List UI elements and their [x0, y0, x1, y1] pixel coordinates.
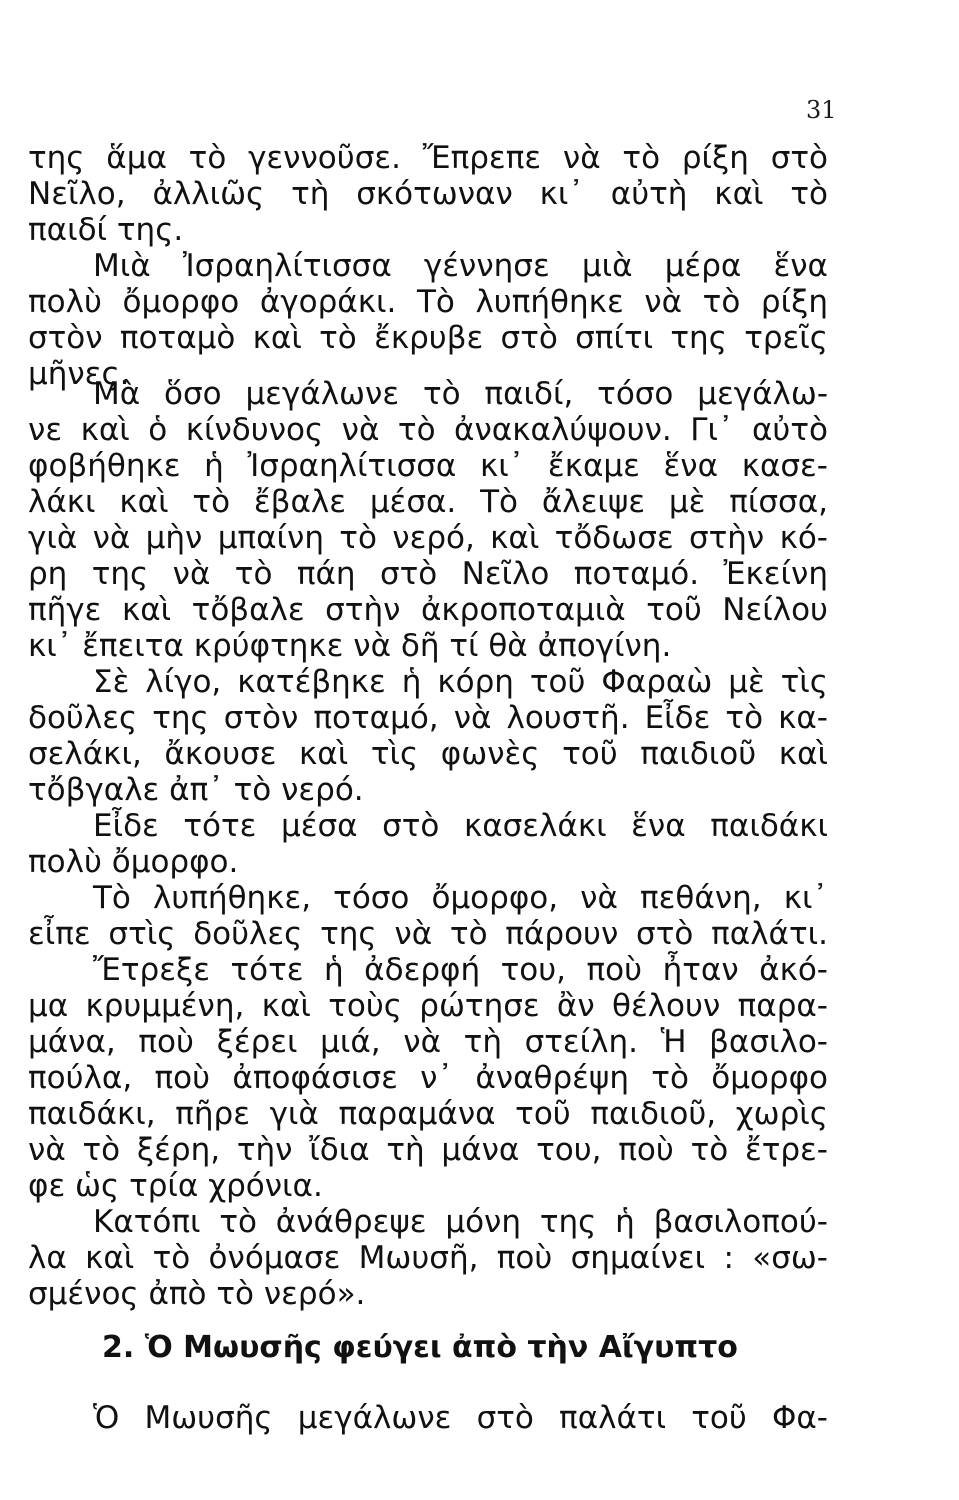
text-line: ρη της νὰ τὸ πάη στὸ Νεῖλο ποταμό. Ἐκείνη — [28, 556, 828, 592]
text-line: λα καὶ τὸ ὀνόμασε Μωυσῆ, ποὺ σημαίνει : «σω- — [28, 1240, 828, 1276]
text-line: Ἔτρεξε τότε ἡ ἀδερφή του, ποὺ ἦταν ἀκό- — [93, 952, 828, 988]
text-line: Μὰ ὅσο μεγάλωνε τὸ παιδί, τόσο μεγάλω- — [93, 376, 828, 412]
text-line: Τὸ λυπήθηκε, τόσο ὄμορφο, νὰ πεθάνη, κι᾽ — [93, 880, 828, 916]
text-line: νὰ τὸ ξέρη, τὴν ἴδια τὴ μάνα του, ποὺ τὸ ἔτρε- — [28, 1132, 828, 1168]
text-line: πούλα, ποὺ ἀποφάσισε ν᾽ ἀναθρέψη τὸ ὄμορφο — [28, 1060, 828, 1096]
text-line: τὄβγαλε ἀπ᾽ τὸ νερό. — [28, 772, 364, 808]
text-line: παιδάκι, πῆρε γιὰ παραμάνα τοῦ παιδιοῦ, χωρὶς — [28, 1096, 828, 1132]
text-line: Νεῖλο, ἀλλιῶς τὴ σκότωναν κι᾽ αὐτὴ καὶ τὸ — [28, 176, 828, 212]
text-line: γιὰ νὰ μὴν μπαίνη τὸ νερό, καὶ τὄδωσε στὴν κό- — [28, 520, 828, 556]
text-line: φοβήθηκε ἡ Ἰσραηλίτισσα κι᾽ ἔκαμε ἕνα κασε- — [28, 448, 828, 484]
text-line: Σὲ λίγο, κατέβηκε ἡ κόρη τοῦ Φαραὼ μὲ τὶς — [93, 664, 828, 700]
text-line: πολὺ ὄμορφο ἀγοράκι. Τὸ λυπήθηκε νὰ τὸ ρίξη — [28, 284, 828, 320]
text-line: σμένος ἀπὸ τὸ νερό». — [28, 1276, 366, 1312]
text-line: Ὁ Μωυσῆς μεγάλωνε στὸ παλάτι τοῦ Φα- — [93, 1400, 828, 1436]
text-line: μάνα, ποὺ ξέρει μιά, νὰ τὴ στείλη. Ἡ βασιλο- — [28, 1024, 828, 1060]
text-line: της ἅμα τὸ γεννοῦσε. Ἔπρεπε νὰ τὸ ρίξη στὸ — [28, 140, 828, 176]
page-number: 31 — [806, 96, 837, 124]
text-line: Εἶδε τότε μέσα στὸ κασελάκι ἕνα παιδάκι — [93, 808, 828, 844]
text-line: λάκι καὶ τὸ ἔβαλε μέσα. Τὸ ἄλειψε μὲ πίσσα, — [28, 484, 828, 520]
text-line: εἶπε στὶς δοῦλες της νὰ τὸ πάρουν στὸ παλάτι. — [28, 916, 828, 952]
text-line: παιδί της. — [28, 212, 184, 248]
text-line: δοῦλες της στὸν ποταμό, νὰ λουστῆ. Εἶδε τὸ κα- — [28, 700, 828, 736]
text-line: πολὺ ὄμορφο. — [28, 844, 239, 880]
text-line: Κατόπι τὸ ἀνάθρεψε μόνη της ἡ βασιλοπού- — [93, 1204, 828, 1240]
text-line: σελάκι, ἄκουσε καὶ τὶς φωνὲς τοῦ παιδιοῦ καὶ — [28, 736, 828, 772]
text-line: μῆνες. — [28, 356, 130, 392]
text-line: Μιὰ Ἰσραηλίτισσα γέννησε μιὰ μέρα ἕνα — [93, 248, 828, 284]
text-line: φε ὡς τρία χρόνια. — [28, 1168, 323, 1204]
text-line: νε καὶ ὁ κίνδυνος νὰ τὸ ἀνακαλύψουν. Γι᾽ αὐτὸ — [28, 412, 828, 448]
text-line: κι᾽ ἔπειτα κρύφτηκε νὰ δῆ τί θὰ ἀπογίνη. — [28, 628, 672, 664]
text-line: στὸν ποταμὸ καὶ τὸ ἔκρυβε στὸ σπίτι της τρεῖς — [28, 320, 828, 356]
text-line: πῆγε καὶ τὄβαλε στὴν ἀκροποταμιὰ τοῦ Νείλου — [28, 592, 828, 628]
section-heading: 2. Ὁ Μωυσῆς φεύγει ἀπὸ τὴν Αἴγυπτο — [102, 1330, 738, 1365]
text-line: μα κρυμμένη, καὶ τοὺς ρώτησε ἂν θέλουν παρα- — [28, 988, 828, 1024]
